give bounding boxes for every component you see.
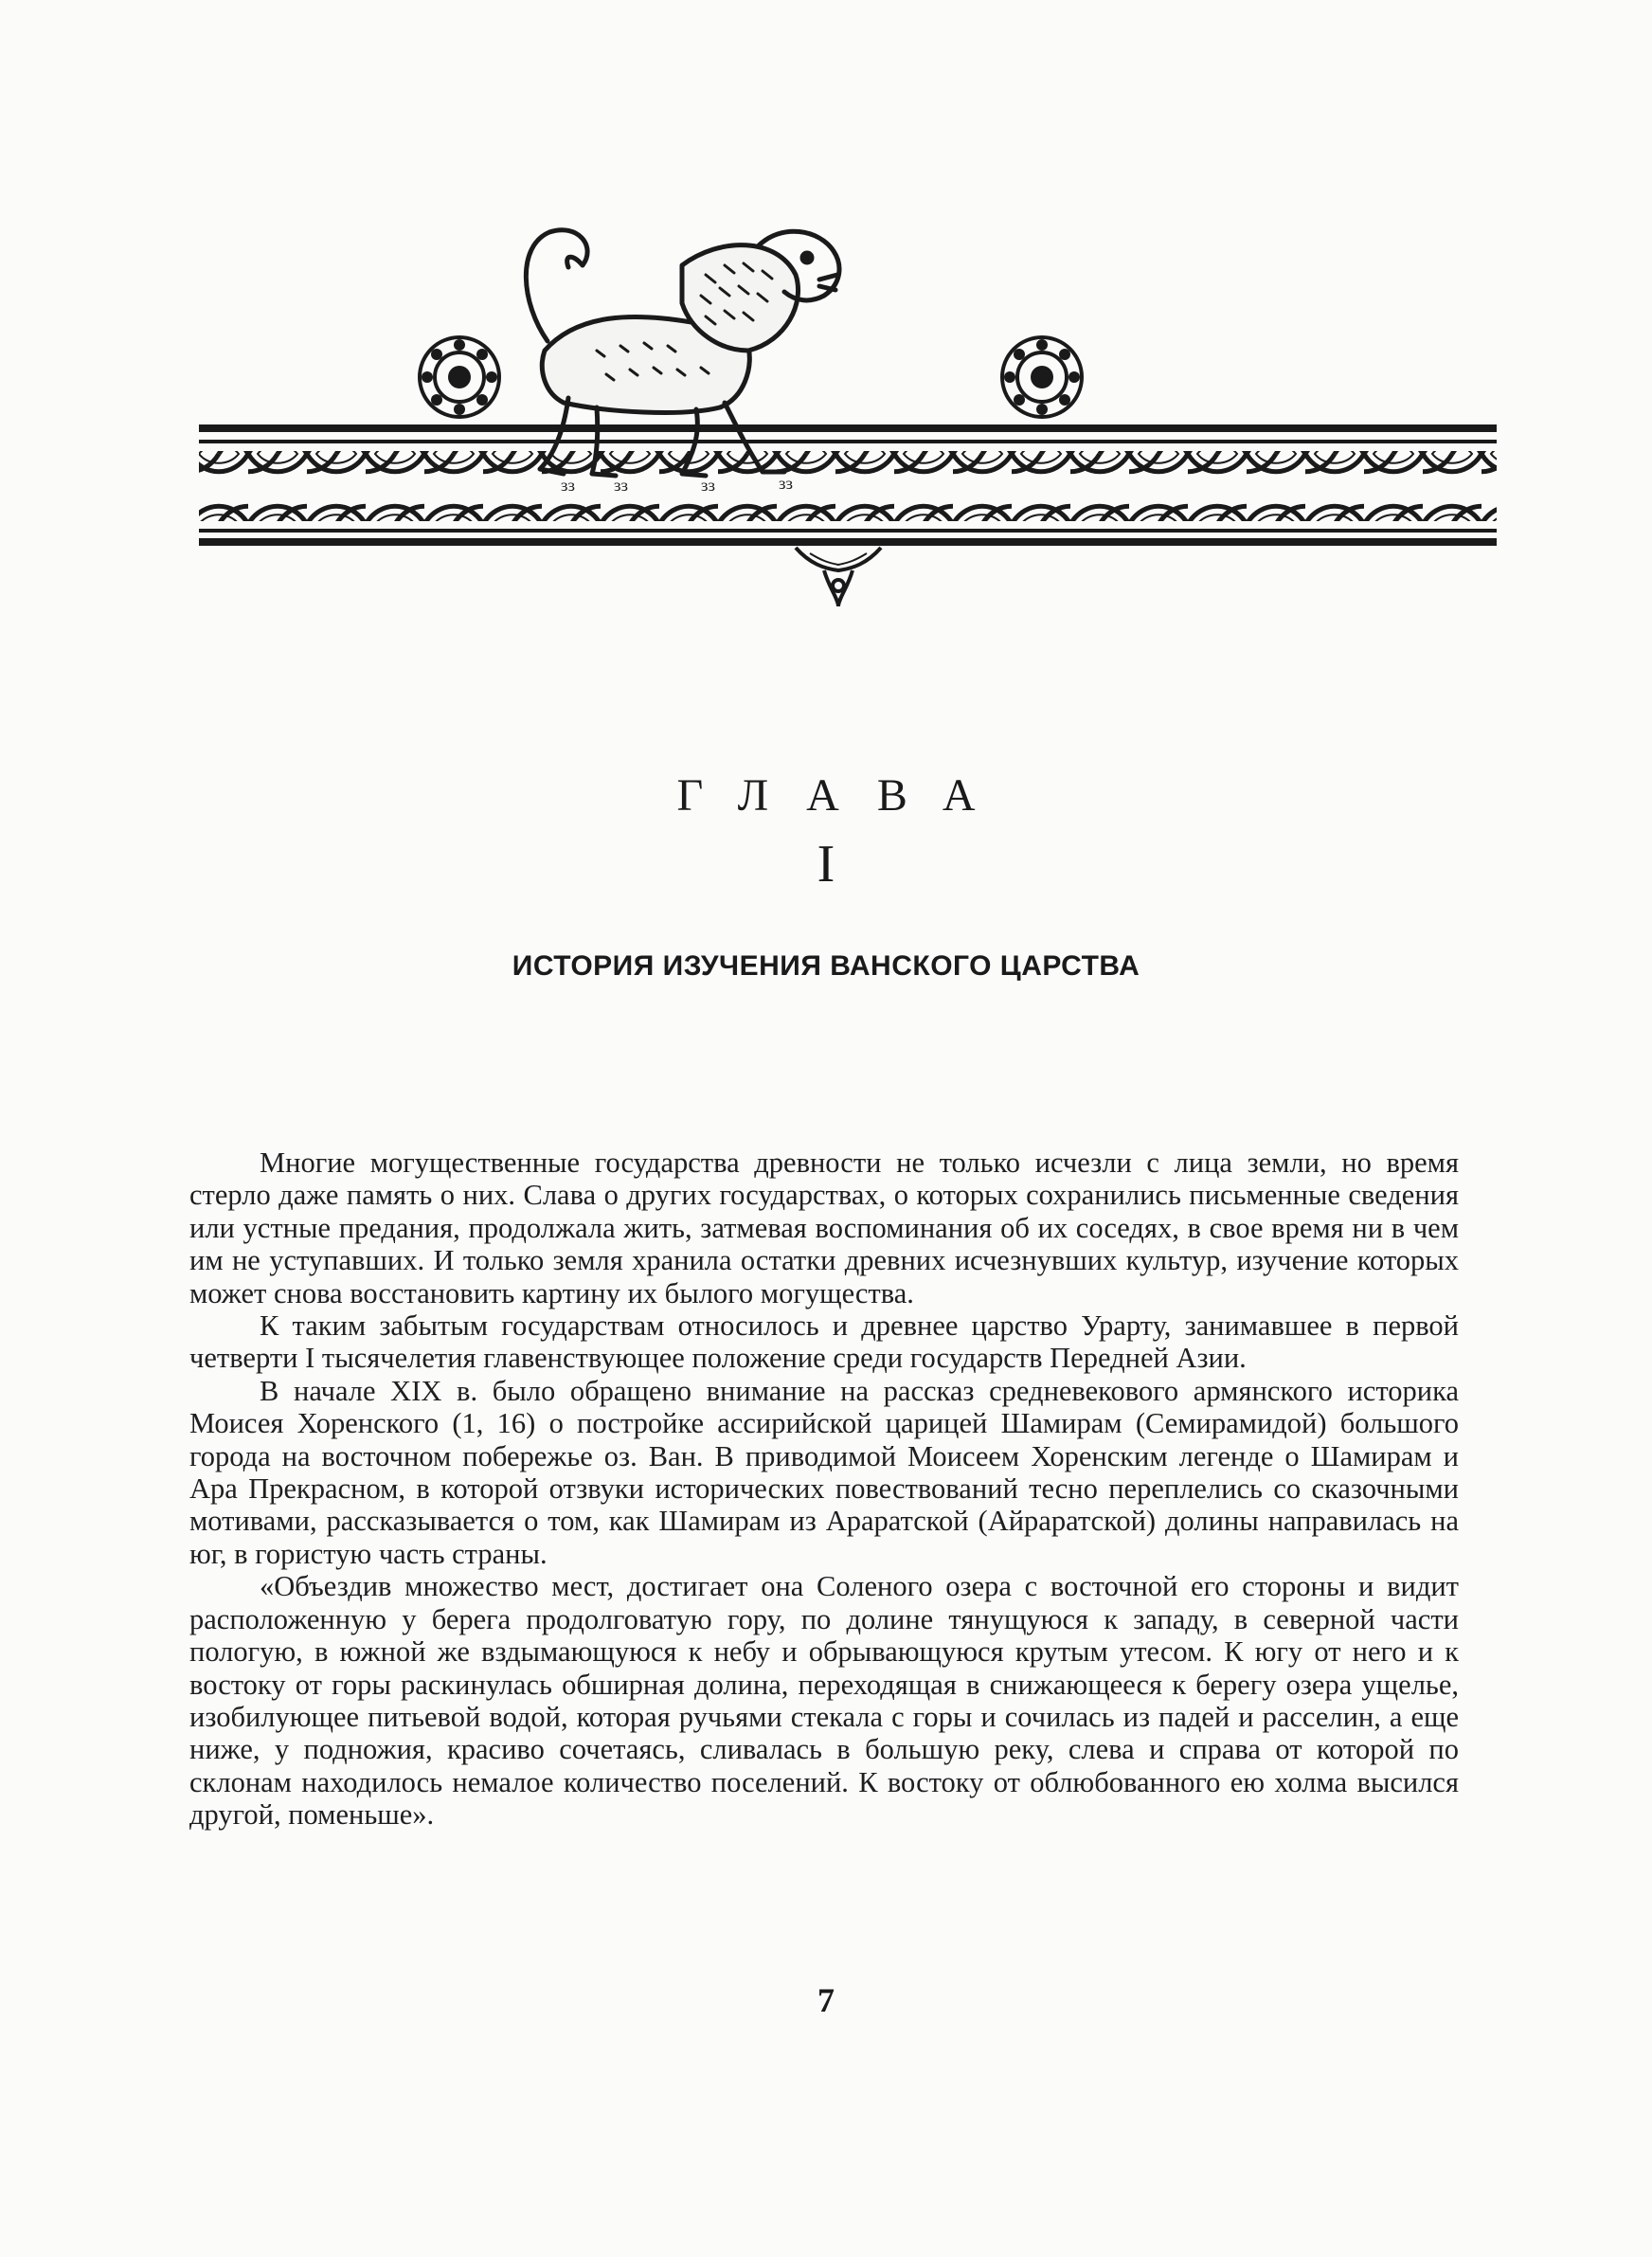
rosette-right-icon — [1002, 337, 1082, 417]
rosette-left-icon — [420, 337, 499, 417]
chapter-title: ИСТОРИЯ ИЗУЧЕНИЯ ВАНСКОГО ЦАРСТВА — [512, 950, 1140, 982]
page-number: 7 — [817, 1981, 835, 2019]
pendant-icon — [796, 548, 881, 606]
braided-border — [199, 424, 1497, 546]
paragraph: В начале XIX в. было обращено внимание на рассказ средневекового армянского историка Моисея Хоренского (1, 16) о постройке ассирийской царицей Шамирам (Семирамидой) большого города на восточном побережье оз. Ван. В приводимой Моисеем Хоренским легенде о Шамирам и Ара Прекрасном, в которой отзвуки исторических повествований тесно переплелись со сказочными мотивами, рассказывается о том, как Шамирам из Араратской (Айраратской) долины направилась на юг, в гористую часть страны. — [189, 1374, 1459, 1570]
chapter-number: I — [817, 835, 835, 894]
body-text — [189, 1147, 1459, 1832]
paragraph: К таким забытым государствам относилось и древнее царство Урарту, занимавшее в первой четверти I тысячелетия главенствующее положение среди государств Передней Азии. — [189, 1309, 1459, 1375]
paragraph: Многие могущественные государства древности не только исчезли с лица земли, но время стерло даже память о них. Слава о других государствах, о которых сохранились письменные сведения или устные предания, продолжала жить, затмевая воспоминания об их соседях, в свое время ни в чем им не уступавших. И только земля хранила остатки древних исчезнувших культур, изучение которых может снова восстановить картину их былого могущества. — [189, 1147, 1459, 1309]
chapter-heading-word: ГЛАВА — [676, 770, 1014, 821]
chapter-ornament-headpiece — [189, 208, 1506, 616]
paragraph: «Объездив множество мест, достигает она Соленого озера с восточной его стороны и видит расположенную у берега продолговатую гору, по долине тянущуюся к западу, в северной части пологую, в южной же вздымающуюся к небу и обрывающуюся крутым утесом. К югу от него и к востоку от горы раскинулась обширная долина, переходящая в снижающееся к берегу озера ущелье, изобилующее питьевой водой, которая ручьями стекала с горы и сочилась из падей и расселин, а еще ниже, у подножия, красиво сочетаясь, сливалась в большую реку, слева и справа от которой по склонам находилось немалое количество поселений. К востоку от облюбованного ею холма высился другой, поменьше». — [189, 1570, 1459, 1832]
